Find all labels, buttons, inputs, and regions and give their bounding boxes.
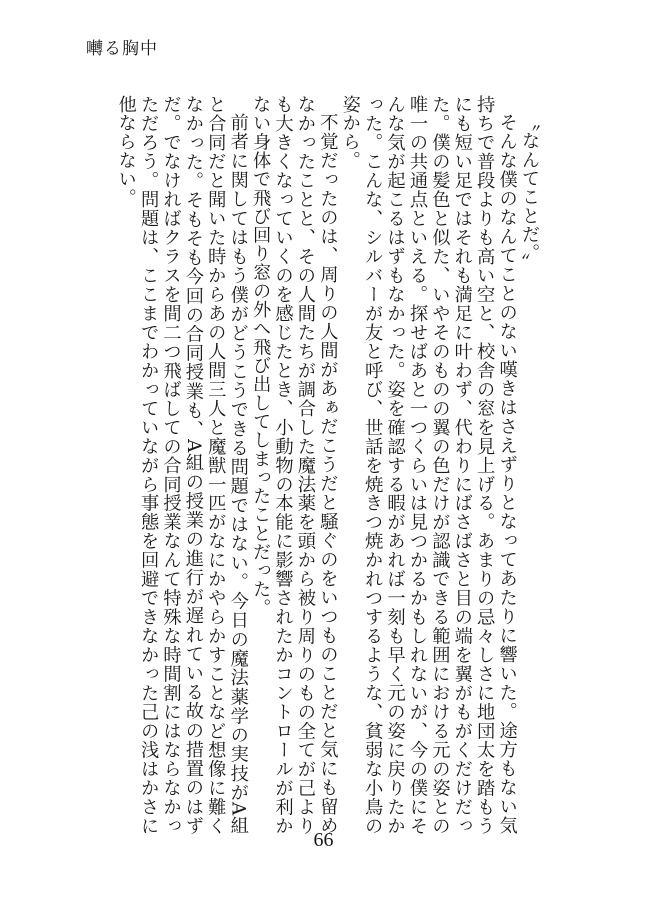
paragraph: そんな僕のなんてことのない嘆きはさえずりとなってあたりに響いた。途方もない気持ちで普段よりも高い空と、校舎の窓を見上げる。あまりの忌々しさに地団太を踏もうにも短い足ではそれも満足に叶わず、代わりにばさばさと目の端を翼がもがくだけだった。僕の髪色と似た、いやそのものの翼の色だけが認識できる範囲における元の姿との唯一の共通点といえる。探せばあと一つくらいは見つかるかもしれないが、今の僕にそんな気が起こるはずもなかった。姿を確認する暇があれば一刻も早く元の姿に戻りたかった。こんな、シルバーが友と呼び、世話を焼きつ焼かれつするような、貧弱な小鳥の姿から。: [339, 95, 518, 835]
running-head: 囀る胸中: [86, 39, 158, 59]
paragraph: 不覚だったのは、周りの人間があぁだこうだと騒ぐのをいつものことだと気にも留めなかったことと、その人間たちが調合した魔法薬を頭から被り周りのもの全てが己よりも大きくなっていくのを感じたとき、小動物の本能に影響されたかコントロールが利かない身体で飛び回り窓の外へ飛び出してしまったことだった。: [250, 95, 339, 835]
paragraph: 前者に関してはもう僕がどうこうできる問題ではない。今日の魔法薬学の実技がA組と合同だと聞いた時からあの人間三人と魔獣一匹がなにかやらかすことなど想像に難くなかった。そもそも今回の合同授業も、A組の授業の進行が遅れている故の措置のはずだ。でなければクラスを間二つ飛ばしての合同授業なんて特殊な時間割にはならなかっただろう。問題は、ここまでわかっていながら事態を回避できなかった己の浅はかさに他ならない。: [115, 95, 249, 835]
vertical-body-text: [103, 95, 540, 835]
paragraph-exclamation: 〝なんてことだ。〟: [519, 113, 540, 272]
page-number: 66: [313, 829, 334, 851]
